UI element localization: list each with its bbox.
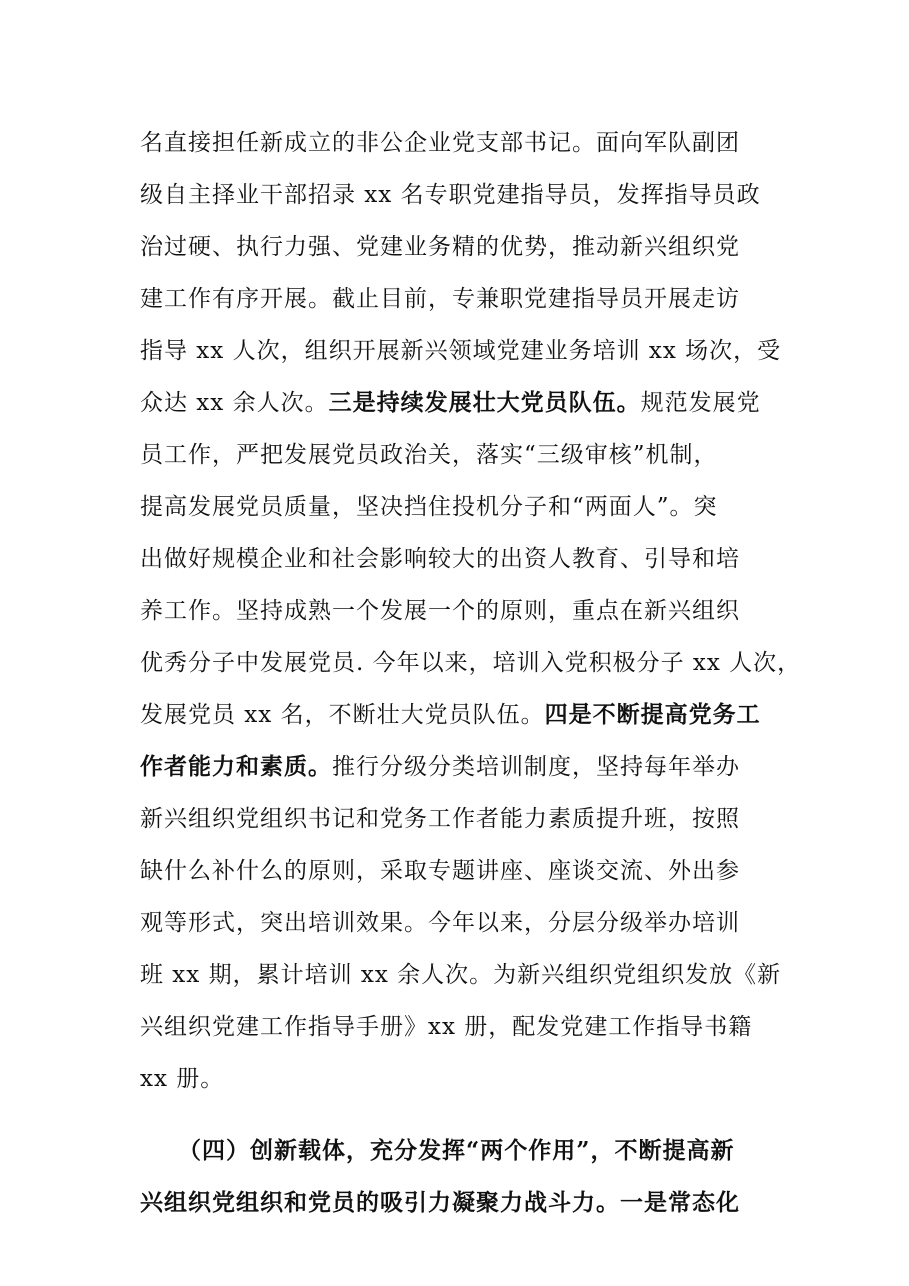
text-line: [140, 1012, 752, 1042]
text-segment: 建工作有序开展。截止目前，专兼职党建指导员开展走访: [140, 286, 740, 312]
text-segment: 养工作。坚持成熟一个发展一个的原则，重点在新兴组织: [140, 598, 740, 624]
bold-text: 作者能力和素质。: [140, 753, 332, 780]
text-line: [140, 128, 740, 158]
text-segment: 名直接担任新成立的非公企业党支部书记。面向军队副团: [140, 130, 740, 156]
text-line: [140, 232, 740, 262]
text-line: [140, 700, 761, 730]
text-segment: 缺什么补什么的原则，采取专题讲座、座谈交流、外出参: [140, 858, 740, 884]
text-line: [140, 544, 740, 574]
text-line: [140, 1188, 740, 1218]
text-segment: 规范发展党: [640, 390, 761, 416]
text-segment: 出做好规模企业和社会影响较大的出资人教育、引导和培: [140, 546, 740, 572]
text-segment: 级自主择业干部招录 xx 名专职党建指导员，发挥指导员政: [140, 182, 761, 208]
text-segment: 新兴组织党组织书记和党务工作者能力素质提升班，按照: [140, 806, 740, 832]
text-segment: xx 册。: [140, 1066, 225, 1092]
text-line: [140, 284, 740, 314]
text-line: [140, 336, 781, 366]
text-segment: 班 xx 期，累计培训 xx 余人次。为新兴组织党组织发放《新: [140, 962, 782, 988]
text-segment: 优秀分子中发展党员. 今年以来，培训入党积极分子 xx 人次，: [140, 650, 802, 676]
text-segment: 员工作，严把发展党员政治关，落实“三级审核”机制，: [140, 442, 718, 468]
text-segment: 兴组织党建工作指导手册》xx 册，配发党建工作指导书籍: [140, 1014, 753, 1040]
text-line: [140, 960, 781, 990]
text-line: [140, 180, 761, 210]
bold-text: 四是不断提高党务工: [544, 701, 761, 728]
text-segment: 治过硬、执行力强、党建业务精的优势，推动新兴组织党: [140, 234, 740, 260]
text-line: [140, 492, 718, 522]
text-segment: 观等形式，突出培训效果。今年以来，分层分级举办培训: [140, 910, 740, 936]
text-line: [140, 440, 718, 470]
text-line: [140, 752, 740, 782]
bold-text: 兴组织党组织和党员的吸引力凝聚力战斗力。一是常态化: [140, 1189, 740, 1216]
text-line: [140, 804, 740, 834]
text-segment: 众达 xx 余人次。: [140, 390, 329, 416]
bold-text: 三是持续发展壮大党员队伍。: [328, 389, 641, 416]
text-segment: 推行分级分类培训制度，坚持每年举办: [332, 754, 740, 780]
text-line: [178, 1136, 734, 1166]
text-line: [140, 388, 761, 418]
text-line: [140, 908, 740, 938]
text-segment: 指导 xx 人次，组织开展新兴领域党建业务培训 xx 场次，受: [140, 338, 782, 364]
text-line: [140, 648, 801, 678]
bold-text: （四）创新载体，充分发挥“两个作用”，不断提高新: [178, 1137, 735, 1164]
text-line: [140, 856, 740, 886]
text-line: [140, 1064, 224, 1094]
text-line: [140, 596, 740, 626]
text-segment: 发展党员 xx 名，不断壮大党员队伍。: [140, 702, 545, 728]
text-segment: 提高发展党员质量，坚决挡住投机分子和“两面人”。突: [140, 494, 718, 520]
